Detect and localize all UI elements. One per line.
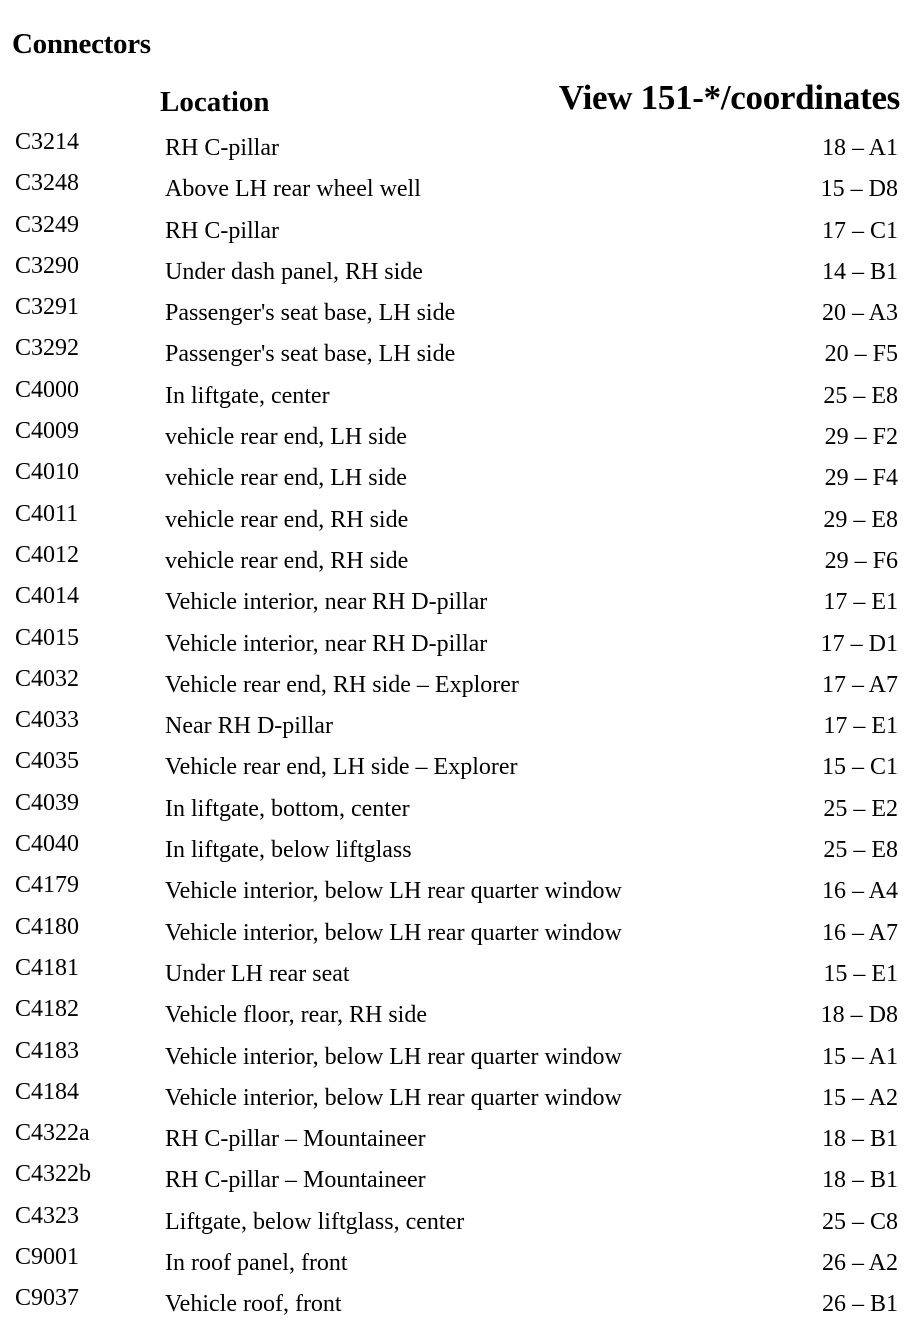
connector-location-text: In liftgate, below liftglass bbox=[165, 837, 412, 864]
section-title: Connectors bbox=[12, 28, 151, 60]
connector-coordinates: 29 – E8 bbox=[823, 506, 898, 533]
connector-location-text: Vehicle rear end, LH side – Explorer bbox=[165, 754, 518, 781]
connector-location-text: Vehicle interior, near RH D-pillar bbox=[165, 589, 488, 616]
connector-id: C4010 bbox=[15, 459, 80, 486]
table-row bbox=[0, 494, 922, 535]
connector-coordinates: 14 – B1 bbox=[821, 258, 898, 285]
table-row bbox=[0, 1278, 922, 1319]
connector-location-text: Under LH rear seat bbox=[165, 960, 350, 987]
connector-location-text: Above LH rear wheel well bbox=[165, 176, 421, 203]
connector-location-text: vehicle rear end, LH side bbox=[165, 424, 407, 451]
connector-coordinates: 15 – A1 bbox=[821, 1043, 898, 1070]
connector-coordinates: 25 – E8 bbox=[823, 382, 898, 409]
connector-location-text: Vehicle interior, below LH rear quarter window bbox=[165, 1043, 622, 1070]
connector-coordinates: 26 – A2 bbox=[821, 1250, 898, 1277]
connector-coordinates: 25 – E2 bbox=[823, 795, 898, 822]
connector-coordinates: 16 – A7 bbox=[821, 919, 898, 946]
connector-coordinates: 20 – F5 bbox=[824, 341, 898, 368]
table-row bbox=[0, 1113, 922, 1154]
table-row bbox=[0, 741, 922, 782]
table-row bbox=[0, 576, 922, 617]
connector-location-text: Vehicle interior, below LH rear quarter window bbox=[165, 1084, 622, 1111]
connector-id: C3249 bbox=[15, 211, 80, 238]
table-row bbox=[0, 865, 922, 906]
connector-id: C4183 bbox=[15, 1037, 80, 1064]
connector-id: C4322b bbox=[15, 1161, 92, 1188]
table-row bbox=[0, 452, 922, 493]
connector-location-text: RH C-pillar – Mountaineer bbox=[165, 1126, 426, 1153]
connector-id: C9037 bbox=[15, 1285, 80, 1312]
connector-id: C4323 bbox=[15, 1202, 80, 1229]
connector-id: C3214 bbox=[15, 129, 80, 155]
table-row bbox=[0, 1072, 922, 1113]
connector-coordinates: 17 – E1 bbox=[823, 589, 898, 616]
connector-location-text: RH C-pillar bbox=[165, 217, 279, 244]
connector-location-text: Passenger's seat base, LH side bbox=[165, 300, 456, 327]
table-row bbox=[0, 535, 922, 576]
connector-location-text: In liftgate, bottom, center bbox=[165, 795, 410, 822]
connector-coordinates: 29 – F2 bbox=[824, 424, 898, 451]
connector-coordinates: 17 – D1 bbox=[820, 630, 898, 657]
connector-id: C4182 bbox=[15, 996, 80, 1023]
table-row bbox=[0, 659, 922, 700]
connector-location-text: Vehicle rear end, RH side – Explorer bbox=[165, 671, 519, 698]
connector-id: C4000 bbox=[15, 376, 80, 403]
table-row bbox=[0, 1196, 922, 1237]
table-row bbox=[0, 370, 922, 411]
connector-coordinates: 25 – E8 bbox=[823, 837, 898, 864]
connector-location-text: In liftgate, center bbox=[165, 382, 330, 409]
connector-id: C3248 bbox=[15, 170, 80, 197]
connector-location-text: vehicle rear end, RH side bbox=[165, 506, 409, 533]
connector-location-text: RH C-pillar – Mountaineer bbox=[165, 1167, 426, 1194]
table-row bbox=[0, 246, 922, 287]
table-row bbox=[0, 1031, 922, 1072]
table-row bbox=[0, 328, 922, 369]
connector-id: C4035 bbox=[15, 748, 80, 775]
connector-location-text: Vehicle roof, front bbox=[165, 1291, 342, 1318]
connector-coordinates: 17 – A7 bbox=[821, 671, 898, 698]
table-row bbox=[0, 948, 922, 989]
table-row bbox=[0, 783, 922, 824]
connector-id: C4322a bbox=[15, 1120, 90, 1147]
connector-id: C4014 bbox=[15, 583, 80, 610]
connector-coordinates: 15 – A2 bbox=[821, 1084, 898, 1111]
connector-coordinates: 15 – E1 bbox=[823, 960, 898, 987]
table-row bbox=[0, 700, 922, 741]
table-row bbox=[0, 989, 922, 1030]
connector-id: C4179 bbox=[15, 872, 80, 899]
table-row bbox=[0, 163, 922, 204]
connector-location-text: vehicle rear end, RH side bbox=[165, 547, 409, 574]
connector-location bbox=[165, 1284, 747, 1325]
table-row bbox=[0, 824, 922, 865]
table-row bbox=[0, 1154, 922, 1195]
connector-coordinates: 18 – B1 bbox=[821, 1126, 898, 1153]
connector-coordinates: 29 – F4 bbox=[824, 465, 898, 492]
view-coordinates-column-header: View 151-*/coordinates bbox=[558, 78, 900, 117]
connector-location-text: Vehicle interior, near RH D-pillar bbox=[165, 630, 488, 657]
connector-id: C3291 bbox=[15, 294, 80, 321]
connector-location-text: RH C-pillar bbox=[165, 135, 279, 161]
connector-list bbox=[0, 122, 922, 1320]
connector-location-text: vehicle rear end, LH side bbox=[165, 465, 407, 492]
connector-id: C9001 bbox=[15, 1244, 80, 1271]
connector-id: C4184 bbox=[15, 1078, 80, 1105]
table-row bbox=[0, 618, 922, 659]
connector-coordinates: 16 – A4 bbox=[821, 878, 898, 905]
table-row bbox=[0, 122, 922, 163]
location-column-header: Location bbox=[160, 86, 270, 118]
connector-coordinates: 17 – E1 bbox=[823, 713, 898, 740]
connector-id: C4039 bbox=[15, 789, 80, 816]
connector-location-text: Passenger's seat base, LH side bbox=[165, 341, 456, 368]
connector-coordinates: 29 – F6 bbox=[824, 547, 898, 574]
connector-coordinates: 26 – B1 bbox=[821, 1291, 898, 1318]
connector-id: C4011 bbox=[15, 500, 79, 527]
table-row bbox=[0, 287, 922, 328]
connector-coordinates: 17 – C1 bbox=[821, 217, 898, 244]
connector-location-text: Liftgate, below liftglass, center bbox=[165, 1208, 465, 1235]
table-row bbox=[0, 411, 922, 452]
table-row bbox=[0, 1237, 922, 1278]
connector-coordinates: 18 – B1 bbox=[821, 1167, 898, 1194]
connector-coordinates: 15 – C1 bbox=[821, 754, 898, 781]
connector-id: C4033 bbox=[15, 707, 80, 734]
connector-id: C4040 bbox=[15, 831, 80, 858]
connector-coordinates: 20 – A3 bbox=[821, 300, 898, 327]
connector-location-text: Under dash panel, RH side bbox=[165, 258, 423, 285]
connector-id: C4009 bbox=[15, 418, 80, 445]
connector-id: C3290 bbox=[15, 252, 80, 279]
connector-location-text: Vehicle floor, rear, RH side bbox=[165, 1002, 427, 1029]
connector-id: C4012 bbox=[15, 541, 80, 568]
connector-coordinates: 18 – A1 bbox=[821, 135, 898, 161]
connector-coordinates: 25 – C8 bbox=[821, 1208, 898, 1235]
connector-coordinates: 18 – D8 bbox=[820, 1002, 898, 1029]
connector-coordinates: 15 – D8 bbox=[820, 176, 898, 203]
connector-id: C4181 bbox=[15, 954, 80, 981]
table-row bbox=[0, 205, 922, 246]
table-row bbox=[0, 907, 922, 948]
connector-id: C4015 bbox=[15, 624, 80, 651]
connector-id: C3292 bbox=[15, 335, 80, 362]
connector-location-text: Near RH D-pillar bbox=[165, 713, 333, 740]
connector-location-text: In roof panel, front bbox=[165, 1250, 348, 1277]
connector-id: C4180 bbox=[15, 913, 80, 940]
connector-location-text: Vehicle interior, below LH rear quarter window bbox=[165, 919, 622, 946]
connector-id: C4032 bbox=[15, 665, 80, 692]
connector-location-text: Vehicle interior, below LH rear quarter window bbox=[165, 878, 622, 905]
